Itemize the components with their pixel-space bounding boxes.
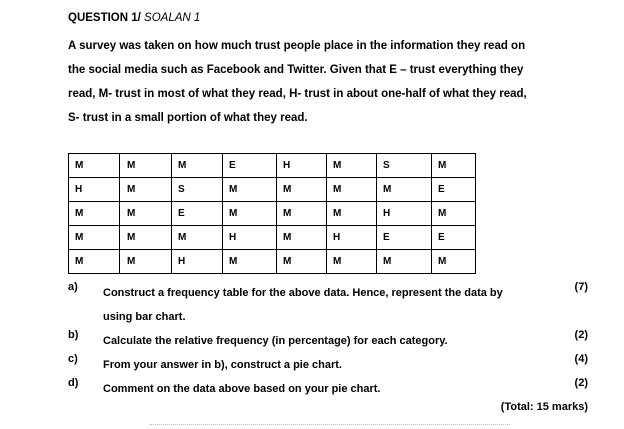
part-text: Comment on the data above based on your pie chart. [103, 383, 381, 395]
page-divider [150, 424, 510, 429]
table-cell: M [69, 226, 120, 250]
total-marks: (Total: 15 marks) [500, 401, 588, 413]
question-title: QUESTION 1/ [68, 12, 141, 24]
table-row [69, 226, 476, 250]
table-cell: M [277, 226, 327, 250]
table-cell: M [172, 226, 223, 250]
table-cell: H [327, 226, 377, 250]
table-row [69, 154, 476, 178]
table-cell: M [120, 154, 172, 178]
table-cell: E [432, 178, 476, 202]
table-row [69, 178, 476, 202]
table-cell: H [69, 178, 120, 202]
table-cell: M [432, 250, 476, 274]
table-row [69, 202, 476, 226]
part-label: c) [68, 353, 78, 365]
table-cell: M [120, 202, 172, 226]
table-cell: M [432, 202, 476, 226]
part-marks: (7) [574, 281, 588, 293]
part-label: d) [68, 377, 79, 389]
table-cell: M [69, 250, 120, 274]
table-cell: M [120, 226, 172, 250]
question-intro: A survey was taken on how much trust people place in the information they read on the social media such as Facebook and Twitter. Given that E – trust everything they read, M- trust in most of what they read, H- trust in about one-half of what they read, S- trust in a small portion of what they read. [68, 40, 527, 124]
table-cell: E [432, 226, 476, 250]
table-cell: M [172, 154, 223, 178]
table-cell: M [327, 154, 377, 178]
part-text: Construct a frequency table for the above data. Hence, represent the data by using bar chart. [103, 287, 503, 323]
table-cell: M [327, 250, 377, 274]
question-heading [68, 12, 200, 24]
table-cell: M [277, 202, 327, 226]
part-text: Calculate the relative frequency (in percentage) for each category. [103, 335, 448, 347]
table-cell: H [277, 154, 327, 178]
table-cell: M [120, 178, 172, 202]
table-cell: M [327, 178, 377, 202]
table-cell: M [277, 250, 327, 274]
table-cell: M [223, 178, 277, 202]
table-cell: M [277, 178, 327, 202]
table-cell: M [120, 250, 172, 274]
table-cell: E [377, 226, 432, 250]
table-cell: M [377, 250, 432, 274]
part-label: b) [68, 329, 79, 341]
table-cell: E [223, 154, 277, 178]
table-cell: M [223, 250, 277, 274]
table-cell: M [377, 178, 432, 202]
table-cell: M [223, 202, 277, 226]
table-cell: M [69, 154, 120, 178]
table-cell: H [172, 250, 223, 274]
table-row [69, 250, 476, 274]
table-cell: H [223, 226, 277, 250]
part-label: a) [68, 281, 78, 293]
survey-data-table [68, 153, 476, 274]
part-marks: (4) [574, 353, 588, 365]
question-title-malay: SOALAN 1 [140, 12, 201, 24]
table-cell: S [377, 154, 432, 178]
table-cell: S [172, 178, 223, 202]
part-marks: (2) [574, 377, 588, 389]
table-cell: H [377, 202, 432, 226]
table-cell: E [172, 202, 223, 226]
part-text: From your answer in b), construct a pie chart. [103, 359, 342, 371]
part-marks: (2) [574, 329, 588, 341]
table-cell: M [327, 202, 377, 226]
table-cell: M [432, 154, 476, 178]
table-cell: M [69, 202, 120, 226]
